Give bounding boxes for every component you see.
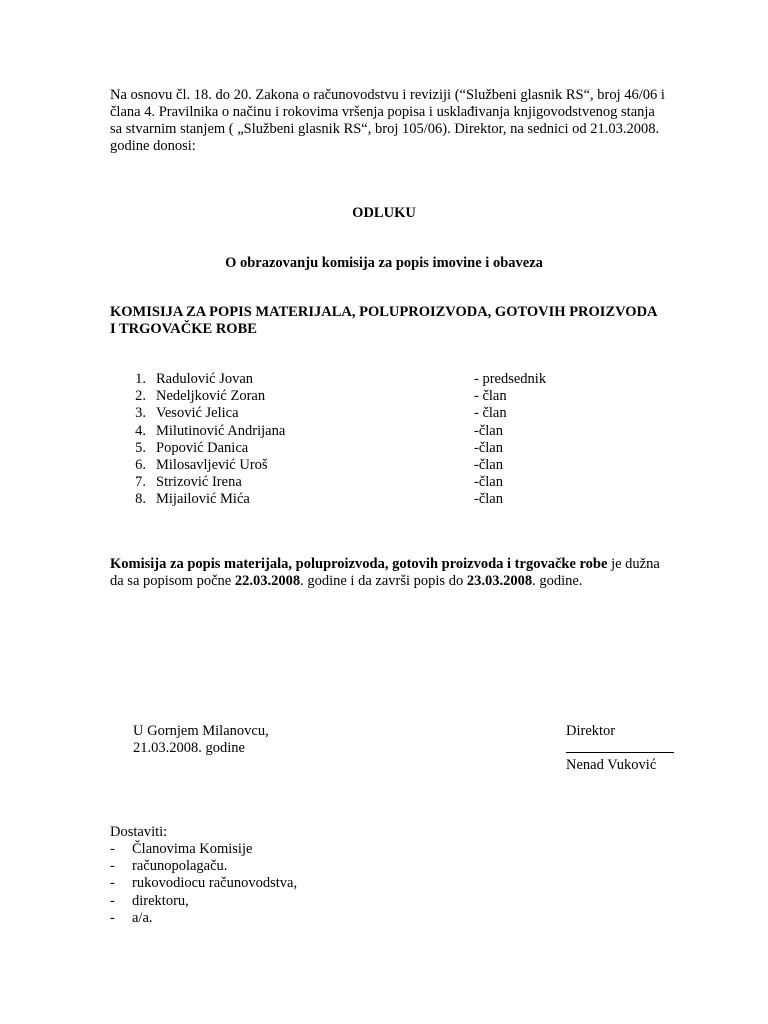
decision-text: . godine. bbox=[532, 573, 583, 589]
list-item bbox=[130, 371, 630, 388]
intro-paragraph bbox=[110, 87, 720, 155]
member-name: Mijailović Mića bbox=[156, 491, 250, 508]
decision-text: . godine i da završi popis do bbox=[300, 573, 467, 589]
decision-line bbox=[110, 556, 730, 573]
recipient-text: a/a. bbox=[132, 909, 153, 926]
commission-heading bbox=[110, 304, 730, 338]
list-item bbox=[130, 457, 630, 474]
member-list bbox=[130, 371, 630, 509]
member-number: 5. bbox=[135, 439, 146, 456]
recipient-text: direktoru, bbox=[132, 892, 189, 909]
commission-heading-line: KOMISIJA ZA POPIS MATERIJALA, POLUPROIZVODA, GOTOVIH PROIZVODA bbox=[110, 304, 658, 320]
member-name: Milosavljević Uroš bbox=[156, 456, 268, 473]
member-name: Popović Danica bbox=[156, 439, 249, 456]
signature-line bbox=[566, 751, 674, 753]
list-item bbox=[130, 474, 630, 491]
date-line: 21.03.2008. godine bbox=[133, 740, 245, 756]
member-role: - član bbox=[474, 405, 507, 422]
list-item bbox=[110, 841, 510, 858]
list-item bbox=[110, 858, 510, 875]
member-role: - predsednik bbox=[474, 371, 547, 387]
decision-commission-name: Komisija za popis materijala, poluproizvoda, gotovih proizvoda i trgovačke robe bbox=[110, 556, 608, 572]
member-number: 4. bbox=[135, 422, 146, 439]
place-date bbox=[133, 723, 269, 757]
document-subtitle: O obrazovanju komisija za popis imovine i obaveza bbox=[225, 255, 543, 271]
intro-line: Na osnovu čl. 18. do 20. Zakona o računovodstvu i reviziji (“Službeni glasnik RS“, broj 46/06 i bbox=[110, 87, 665, 103]
member-role: -član bbox=[474, 491, 503, 508]
bullet-dash: - bbox=[110, 875, 115, 892]
member-role: -član bbox=[474, 439, 503, 456]
list-item bbox=[110, 893, 510, 910]
signature-block bbox=[566, 723, 674, 774]
member-number: 2. bbox=[135, 388, 146, 405]
member-role: -član bbox=[474, 474, 503, 491]
list-item bbox=[130, 423, 630, 440]
signature-title: Direktor bbox=[566, 723, 616, 739]
member-role: -član bbox=[474, 456, 503, 473]
place-line: U Gornjem Milanovcu, bbox=[133, 723, 269, 739]
intro-line: godine donosi: bbox=[110, 138, 196, 154]
member-name: Vesović Jelica bbox=[156, 405, 239, 422]
member-name: Nedeljković Zoran bbox=[156, 388, 266, 405]
delivery-list bbox=[110, 824, 510, 927]
member-name: Milutinović Andrijana bbox=[156, 422, 286, 439]
member-role: - član bbox=[474, 388, 507, 405]
end-date: 23.03.2008 bbox=[466, 573, 533, 589]
list-item bbox=[130, 388, 630, 405]
bullet-dash: - bbox=[110, 841, 115, 857]
recipient-text: Članovima Komisije bbox=[132, 841, 253, 857]
decision-line bbox=[110, 573, 730, 590]
recipient-text: rukovodiocu računovodstva, bbox=[132, 875, 298, 892]
bullet-dash: - bbox=[110, 892, 115, 909]
member-number: 7. bbox=[135, 474, 146, 491]
recipient-text: računopolagaču. bbox=[132, 858, 228, 875]
delivery-label: Dostaviti: bbox=[110, 824, 168, 840]
member-number: 8. bbox=[135, 491, 146, 508]
commission-heading-line: I TRGOVAČKE ROBE bbox=[110, 321, 257, 337]
member-number: 1. bbox=[135, 371, 146, 387]
list-item bbox=[130, 440, 630, 457]
bullet-dash: - bbox=[110, 858, 115, 875]
intro-line: člana 4. Pravilnika o načinu i rokovima vršenja popisa i usklađivanja knjigovodstvenog stanja bbox=[110, 104, 655, 120]
member-role: -član bbox=[474, 422, 503, 439]
list-item bbox=[110, 875, 510, 892]
start-date: 22.03.2008 bbox=[234, 573, 301, 589]
bullet-dash: - bbox=[110, 909, 115, 926]
list-item bbox=[130, 405, 630, 422]
signature-name: Nenad Vuković bbox=[566, 757, 657, 773]
list-item bbox=[110, 910, 510, 927]
decision-text: da sa popisom počne bbox=[110, 573, 235, 589]
list-item bbox=[130, 491, 630, 508]
member-name: Radulović Jovan bbox=[156, 371, 254, 387]
document-title: ODLUKU bbox=[352, 205, 416, 221]
decision-paragraph bbox=[110, 556, 730, 590]
member-number: 6. bbox=[135, 456, 146, 473]
intro-line: sa stvarnim stanjem ( „Službeni glasnik RS“, broj 105/06). Direktor, na sednici od 21.03.2008. bbox=[110, 121, 660, 137]
decision-text: je dužna bbox=[607, 556, 660, 572]
member-name: Strizović Irena bbox=[156, 474, 242, 491]
member-number: 3. bbox=[135, 405, 146, 422]
